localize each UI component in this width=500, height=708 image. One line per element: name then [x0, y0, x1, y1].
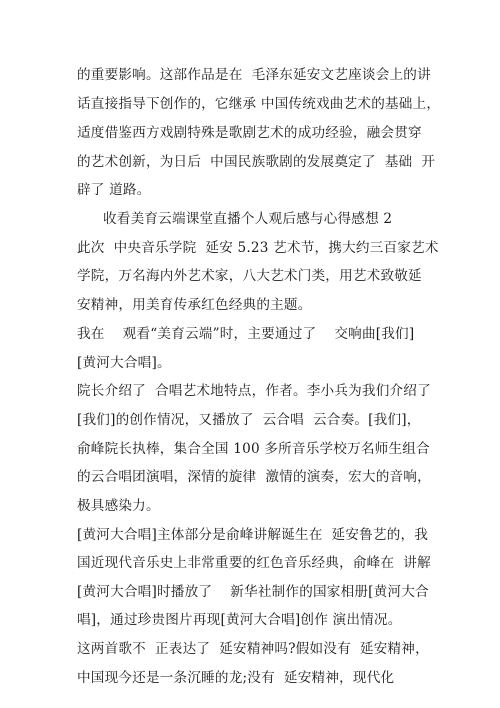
- paragraph-line: 国近现代音乐史上非常重要的红色音乐经典，俞峰在 讲解: [77, 555, 431, 571]
- section-title: 收看美育云端课堂直播个人观后感与心得感想 2: [103, 211, 393, 227]
- paragraph-line: 学院，万名海内外艺术家，八大艺术门类，用艺术致敬延: [77, 268, 422, 284]
- paragraph-line: 安精神，用美育传承红色经典的主题。: [77, 297, 312, 313]
- paragraph-line: 话直接指导下创作的，它继承 中国传统戏曲艺术的基础上，: [77, 96, 441, 112]
- paragraph-line: 此次 中央音乐学院 延安 5.23 艺术节，携大约三百家艺术: [77, 240, 439, 256]
- paragraph-line: 院长介绍了 合唱艺术地特点，作者。李小兵为我们介绍了: [77, 383, 431, 399]
- paragraph-line: 辟了 道路。: [77, 182, 151, 198]
- paragraph-line: 唱]，通过珍贵图片再现[黄河大合唱]创作 演出情况。: [77, 612, 402, 628]
- paragraph-line: 适度借鉴西方戏剧特殊是歌剧艺术的成功经验，融会贯穿: [77, 125, 422, 141]
- paragraph-line: [黄河大合唱]时播放了 新华社制作的国家相册[黄河大合: [77, 584, 429, 600]
- paragraph-line: 的重要影响。这部作品是在 毛泽东延安文艺座谈会上的讲: [77, 67, 431, 83]
- paragraph-line: 中国现今还是一条沉睡的龙;没有 延安精神，现代化: [77, 670, 395, 686]
- paragraph-line: 的艺术创新，为日后 中国民族歌剧的发展奠定了 基础 开: [77, 154, 436, 170]
- paragraph-line: 的云合唱团演唱，深情的旋律 激情的演奏，宏大的音响，: [77, 469, 431, 485]
- paragraph-line: 这两首歌不 正表达了 延安精神吗?假如没有 延安精神，: [77, 641, 429, 657]
- paragraph-line: [我们]的创作情况，又播放了 云合唱 云合奏。[我们]，: [77, 412, 421, 428]
- paragraph-line: 极具感染力。: [77, 498, 160, 514]
- paragraph-line: 我在 观看“美育云端”时，主要通过了 交响曲[我们]: [77, 326, 415, 342]
- paragraph-line: [黄河大合唱]。: [77, 355, 171, 371]
- paragraph-line: [黄河大合唱]主体部分是俞峰讲解诞生在 延安鲁艺的，我: [77, 527, 429, 543]
- paragraph-line: 俞峰院长执棒，集合全国 100 多所音乐学校万名师生组合: [77, 441, 430, 457]
